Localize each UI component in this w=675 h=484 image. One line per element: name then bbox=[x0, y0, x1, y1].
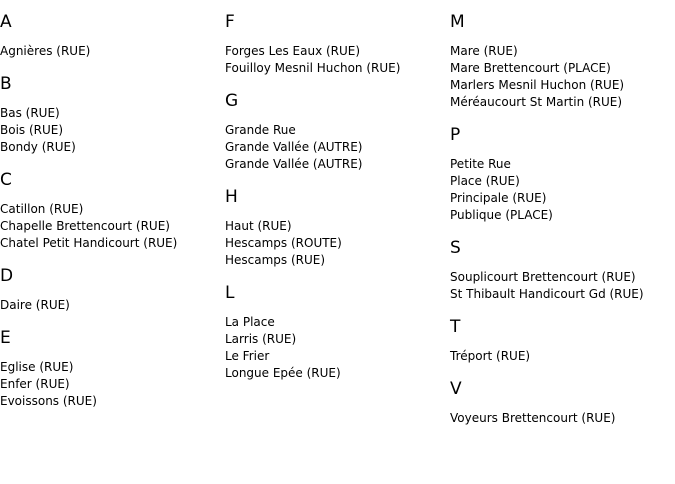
street-link[interactable]: Souplicourt Brettencourt (RUE) bbox=[450, 270, 636, 284]
street-link[interactable]: Grande Vallée (AUTRE) bbox=[225, 157, 363, 171]
street-link[interactable]: La Place bbox=[225, 315, 275, 329]
letter-section-c bbox=[0, 170, 225, 252]
letter-section-t bbox=[450, 317, 675, 365]
street-link[interactable]: Evoissons (RUE) bbox=[0, 394, 97, 408]
street-link[interactable]: Le Frier bbox=[225, 349, 270, 363]
letter-section-v bbox=[450, 379, 675, 427]
street-link[interactable]: Grande Vallée (AUTRE) bbox=[225, 140, 363, 154]
letter-section-a bbox=[0, 12, 225, 60]
street-link[interactable]: Forges Les Eaux (RUE) bbox=[225, 44, 361, 58]
street-link[interactable]: Fouilloy Mesnil Huchon (RUE) bbox=[225, 61, 401, 75]
street-link[interactable]: Tréport (RUE) bbox=[450, 349, 531, 363]
street-link[interactable]: Chapelle Brettencourt (RUE) bbox=[0, 219, 170, 233]
letter-section-e bbox=[0, 328, 225, 410]
section-letter: G bbox=[225, 91, 239, 111]
street-index-column-1 bbox=[0, 12, 225, 424]
section-letter: F bbox=[225, 12, 235, 32]
section-letter: M bbox=[450, 12, 465, 32]
section-letter: D bbox=[0, 266, 14, 286]
street-link[interactable]: Méréaucourt St Martin (RUE) bbox=[450, 95, 623, 109]
letter-section-g bbox=[225, 91, 450, 173]
section-letter: T bbox=[450, 317, 461, 337]
street-link[interactable]: Enfer (RUE) bbox=[0, 377, 70, 391]
letter-section-f bbox=[225, 12, 450, 77]
street-link[interactable]: Chatel Petit Handicourt (RUE) bbox=[0, 236, 178, 250]
street-link[interactable]: Bois (RUE) bbox=[0, 123, 64, 137]
street-index-column-3 bbox=[450, 12, 675, 441]
section-letter: A bbox=[0, 12, 12, 32]
street-link[interactable]: Bondy (RUE) bbox=[0, 140, 76, 154]
letter-section-p bbox=[450, 125, 675, 224]
letter-section-l bbox=[225, 283, 450, 382]
street-link[interactable]: Hescamps (RUE) bbox=[225, 253, 326, 267]
street-link[interactable]: Publique (PLACE) bbox=[450, 208, 553, 222]
section-letter: P bbox=[450, 125, 461, 145]
street-link[interactable]: Agnières (RUE) bbox=[0, 44, 91, 58]
letter-section-d bbox=[0, 266, 225, 314]
letter-section-m bbox=[450, 12, 675, 111]
letter-section-h bbox=[225, 187, 450, 269]
street-link[interactable]: Mare (RUE) bbox=[450, 44, 518, 58]
street-link[interactable]: Larris (RUE) bbox=[225, 332, 297, 346]
street-link[interactable]: Grande Rue bbox=[225, 123, 296, 137]
letter-section-s bbox=[450, 238, 675, 303]
street-link[interactable]: Voyeurs Brettencourt (RUE) bbox=[450, 411, 616, 425]
street-link[interactable]: Longue Epée (RUE) bbox=[225, 366, 341, 380]
street-link[interactable]: Haut (RUE) bbox=[225, 219, 292, 233]
section-letter: L bbox=[225, 283, 235, 303]
street-link[interactable]: Daire (RUE) bbox=[0, 298, 70, 312]
street-link[interactable]: Principale (RUE) bbox=[450, 191, 547, 205]
street-link[interactable]: Hescamps (ROUTE) bbox=[225, 236, 342, 250]
section-letter: V bbox=[450, 379, 462, 399]
street-link[interactable]: Mare Brettencourt (PLACE) bbox=[450, 61, 611, 75]
letter-section-b bbox=[0, 74, 225, 156]
section-letter: B bbox=[0, 74, 12, 94]
section-letter: C bbox=[0, 170, 12, 190]
street-link[interactable]: Eglise (RUE) bbox=[0, 360, 74, 374]
section-letter: S bbox=[450, 238, 461, 258]
street-index-column-2 bbox=[225, 12, 450, 396]
street-link[interactable]: Bas (RUE) bbox=[0, 106, 60, 120]
section-letter: E bbox=[0, 328, 11, 348]
street-link[interactable]: Place (RUE) bbox=[450, 174, 520, 188]
street-link[interactable]: St Thibault Handicourt Gd (RUE) bbox=[450, 287, 644, 301]
street-link[interactable]: Marlers Mesnil Huchon (RUE) bbox=[450, 78, 625, 92]
street-link[interactable]: Petite Rue bbox=[450, 157, 511, 171]
street-link[interactable]: Catillon (RUE) bbox=[0, 202, 84, 216]
section-letter: H bbox=[225, 187, 238, 207]
